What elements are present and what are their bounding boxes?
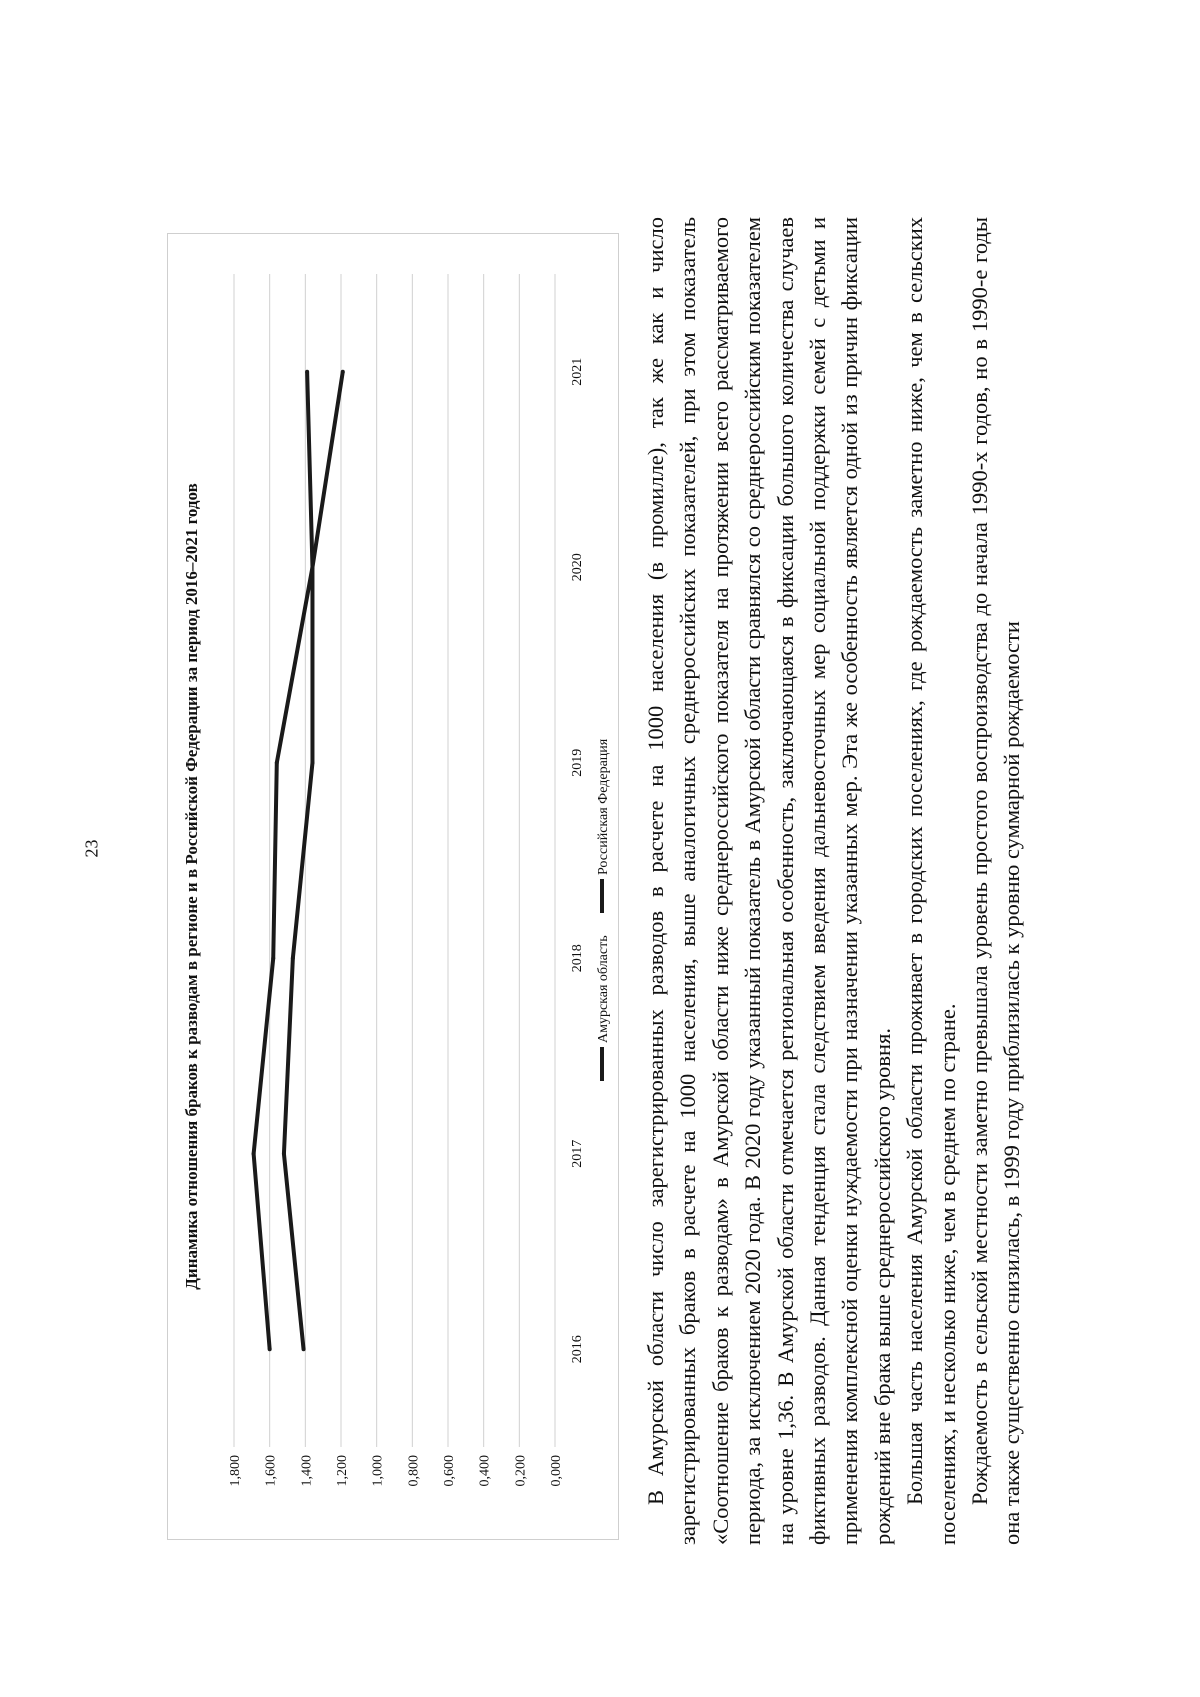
line-chart [167, 233, 619, 1540]
data-point [310, 565, 314, 569]
paragraph: Большая часть населения Амурской области проживает в городских поселениях, где рождаемость заметно ниже, чем в сельских поселениях, и несколько ниже, чем в среднем по стране. [902, 217, 960, 1545]
data-point [341, 370, 345, 374]
data-point [291, 956, 295, 960]
y-tick-label: 0,200 [513, 1455, 529, 1487]
series-line [254, 372, 343, 1350]
y-tick-label: 1,400 [299, 1455, 315, 1487]
chart-title: Динамика отношения браков к разводам в регионе и в Российской Федерации за период 2016–2021 годов [182, 483, 201, 1290]
data-point [305, 370, 309, 374]
y-tick-label: 0,800 [406, 1455, 422, 1487]
data-point [271, 956, 275, 960]
data-point [310, 761, 314, 765]
body-text [640, 217, 1029, 1545]
y-tick-label: 0,400 [477, 1455, 493, 1487]
x-tick-label: 2016 [570, 1335, 585, 1364]
y-tick-label: 1,000 [370, 1455, 386, 1487]
data-point [275, 761, 279, 765]
x-tick-label: 2019 [570, 748, 585, 777]
paragraph: Рождаемость в сельской местности заметно превышала уровень простого воспроизводства до начала 1990-х годов, но в 1990-е годы она также существенно снизилась, в 1999 году приблизилась к уровню суммарной рождаемости [967, 217, 1025, 1545]
x-tick-label: 2021 [570, 357, 585, 386]
paragraph: В Амурской области число зарегистрированных разводов в расчете на 1000 населения (в промилле), так же как и число зарегистрированных браков в расчете на 1000 населения, выше аналогичных среднероссийских показателей, при этом показатель «Соотношение браков к разводам» в Амурской области ниже среднероссийского показателя на протяжении всего рассматриваемого периода, за исключением 2020 года. В 2020 году указанный показатель в Амурской области сравнялся со среднероссийским показателем на уровне 1,36. В Амурской области отмечается региональная особенность, заключающаяся в фиксации большого количества случаев фиктивных разводов. Данная тенденция стала следствием введения дальневосточных мер социальной поддержки семей с детьми и применения комплексной оценки нуждаемости при назначении указанных мер. Эта же особенность является одной из причин фиксации рождений вне брака выше среднероссийского уровня. [643, 217, 895, 1545]
legend-label: Российская Федерация [596, 738, 611, 875]
chart-canvas [168, 234, 618, 1539]
page-number: 23 [81, 839, 102, 858]
y-tick-label: 0,000 [549, 1455, 564, 1487]
y-tick-label: 1,200 [335, 1455, 350, 1487]
y-tick-label: 1,800 [228, 1455, 243, 1487]
y-tick-label: 0,600 [442, 1455, 457, 1487]
data-point [282, 1152, 286, 1156]
y-tick-label: 1,600 [263, 1455, 279, 1487]
rotated-page-content [0, 97, 1200, 1697]
x-tick-label: 2017 [570, 1139, 585, 1168]
data-point [268, 1347, 272, 1351]
legend-label: Амурская область [596, 935, 611, 1043]
data-point [252, 1152, 256, 1156]
x-tick-label: 2020 [570, 553, 585, 582]
x-tick-label: 2018 [570, 944, 585, 973]
series-line [284, 372, 313, 1350]
data-point [302, 1347, 306, 1351]
